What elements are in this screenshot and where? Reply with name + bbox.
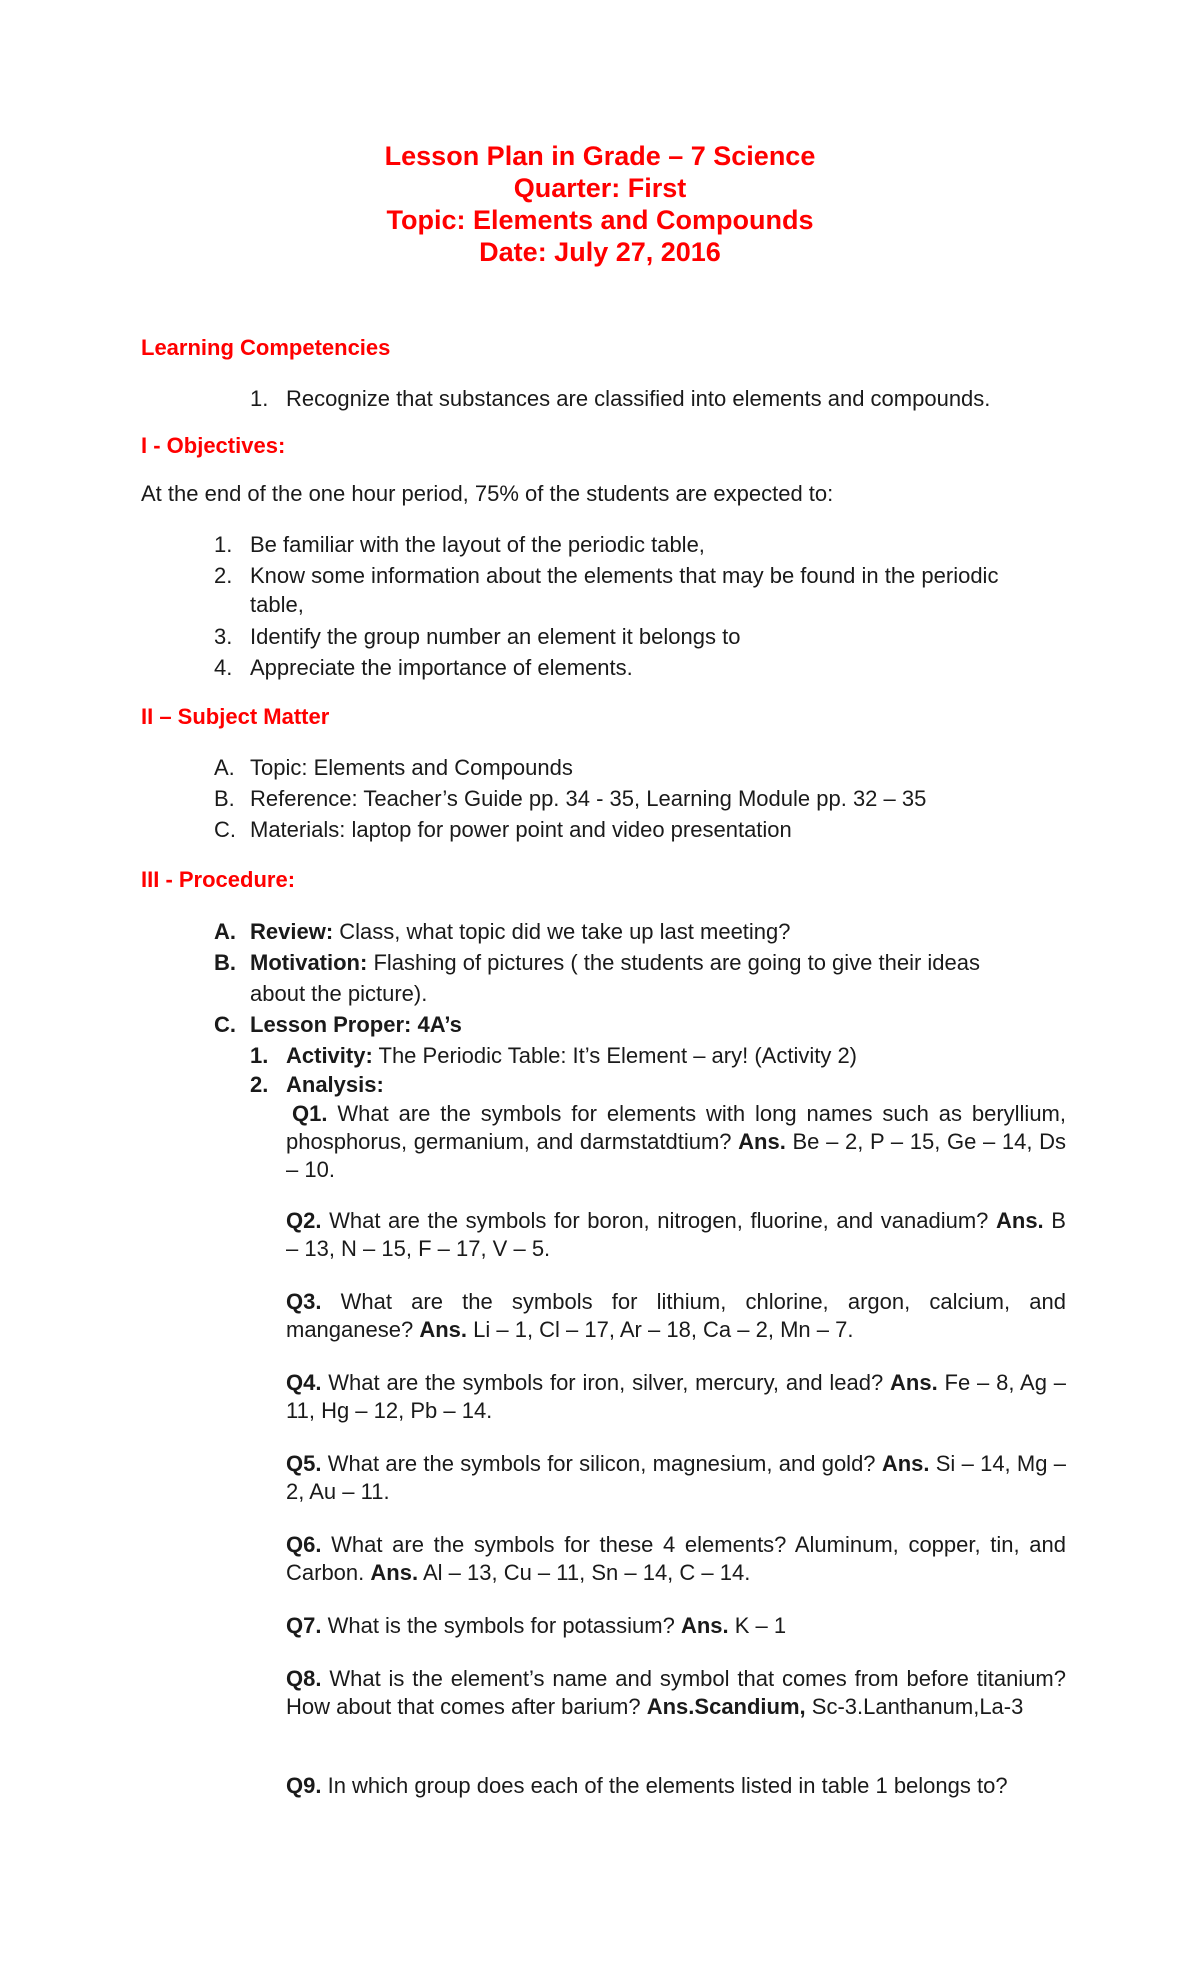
title-line-3: Topic: Elements and Compounds	[386, 205, 814, 235]
title-block	[0, 140, 1200, 268]
answer-text: B – 13, N – 15, F – 17, V – 5.	[286, 1208, 1066, 1261]
activity-label: Activity:	[286, 1043, 373, 1068]
question-text: What are the symbols for these 4 elements? Aluminum, copper, tin, and Carbon.	[286, 1532, 1066, 1585]
subject-text: Reference: Teacher’s Guide pp. 34 - 35, Learning Module pp. 32 – 35	[250, 786, 927, 811]
question-label: Q1.	[292, 1101, 328, 1126]
objective-text: table,	[250, 592, 304, 617]
review-text: Class, what topic did we take up last meeting?	[333, 919, 791, 944]
question-label: Q4.	[286, 1370, 322, 1395]
analysis-number: 2.	[250, 1072, 269, 1097]
objective-number: 1.	[214, 532, 233, 557]
answer-text: Si – 14, Mg – 2, Au – 11.	[286, 1451, 1066, 1504]
answer-text: K – 1	[728, 1613, 787, 1638]
question-5	[286, 1450, 1066, 1506]
answer-text: Li – 1, Cl – 17, Ar – 18, Ca – 2, Mn – 7.	[467, 1317, 854, 1342]
question-text: What is the symbols for potassium?	[321, 1613, 681, 1638]
motivation-letter: B.	[214, 950, 236, 975]
answer-label: Ans.	[890, 1370, 938, 1395]
subject-letter: B.	[214, 786, 235, 811]
review-label: Review:	[250, 919, 334, 944]
motivation-text: Flashing of pictures ( the students are going to give their ideas	[367, 950, 981, 975]
lesson-letter: C.	[214, 1012, 236, 1037]
answer-label: Ans.	[370, 1560, 419, 1585]
question-text: What are the symbols for elements with long names such as beryllium, phosphorus, germanium, and darmstatdtium?	[286, 1101, 1066, 1154]
subject-letter: A.	[214, 755, 235, 780]
question-1	[286, 1100, 1066, 1184]
objective-text: Know some information about the elements that may be found in the periodic	[250, 563, 999, 588]
question-label: Q3.	[286, 1289, 322, 1314]
lesson-label: Lesson Proper: 4A’s	[250, 1012, 462, 1037]
question-text: In which group does each of the elements listed in table 1 belongs to?	[321, 1773, 1008, 1798]
answer-text: Fe – 8, Ag – 11, Hg – 12, Pb – 14.	[286, 1370, 1066, 1423]
objective-number: 2.	[214, 563, 233, 588]
objective-text: Be familiar with the layout of the periodic table,	[250, 532, 705, 557]
title-line-4: Date: July 27, 2016	[479, 237, 721, 267]
question-text: What are the symbols for iron, silver, mercury, and lead?	[321, 1370, 891, 1395]
subject-text: Materials: laptop for power point and video presentation	[250, 817, 792, 842]
title-line-1: Lesson Plan in Grade – 7 Science	[384, 141, 816, 171]
question-2	[286, 1207, 1066, 1263]
objectives-intro: At the end of the one hour period, 75% of the students are expected to:	[141, 481, 834, 506]
procedure-heading: III - Procedure:	[141, 867, 296, 892]
question-label: Q9.	[286, 1773, 322, 1798]
answer-text: Sc-3.Lanthanum,La-3	[805, 1694, 1024, 1719]
question-text: What are the symbols for boron, nitrogen, fluorine, and vanadium?	[321, 1208, 996, 1233]
answer-text: Al – 13, Cu – 11, Sn – 14, C – 14.	[418, 1560, 751, 1585]
answer-label: Ans.	[680, 1613, 729, 1638]
question-label: Q8.	[286, 1666, 322, 1691]
question-label: Q6.	[286, 1532, 322, 1557]
motivation-text-continued: about the picture).	[250, 981, 428, 1006]
question-label: Q7.	[286, 1613, 322, 1638]
objectives-heading: I - Objectives:	[141, 433, 286, 458]
question-text: What are the symbols for silicon, magnesium, and gold?	[321, 1451, 882, 1476]
objective-number: 4.	[214, 655, 233, 680]
answer-label: Ans.Scandium,	[646, 1694, 806, 1719]
question-9	[286, 1772, 1066, 1800]
title-line-2: Quarter: First	[513, 173, 687, 203]
question-label: Q2.	[286, 1208, 322, 1233]
question-4	[286, 1369, 1066, 1425]
subject-matter-heading: II – Subject Matter	[141, 704, 330, 729]
objective-text: Appreciate the importance of elements.	[250, 655, 633, 680]
question-label: Q5.	[286, 1451, 322, 1476]
question-3	[286, 1288, 1066, 1344]
objective-number: 3.	[214, 624, 233, 649]
question-7	[286, 1612, 1066, 1640]
competencies-heading: Learning Competencies	[141, 335, 391, 360]
objective-text: Identify the group number an element it belongs to	[250, 624, 741, 649]
question-8	[286, 1665, 1066, 1721]
question-text: What are the symbols for lithium, chlorine, argon, calcium, and manganese?	[286, 1289, 1066, 1342]
motivation-label: Motivation:	[250, 950, 368, 975]
answer-label: Ans.	[419, 1317, 468, 1342]
activity-text: The Periodic Table: It’s Element – ary! (Activity 2)	[372, 1043, 858, 1068]
answer-label: Ans.	[881, 1451, 930, 1476]
answer-label: Ans.	[996, 1208, 1044, 1233]
answer-text: Be – 2, P – 15, Ge – 14, Ds – 10.	[286, 1129, 1067, 1182]
subject-letter: C.	[214, 817, 236, 842]
question-text: What is the element’s name and symbol that comes from before titanium? How about that comes after barium?	[286, 1666, 1066, 1719]
analysis-label: Analysis:	[286, 1072, 384, 1097]
answer-label: Ans.	[738, 1129, 786, 1154]
competency-number: 1.	[250, 386, 269, 411]
competency-text: Recognize that substances are classified into elements and compounds.	[286, 386, 991, 411]
review-letter: A.	[214, 919, 236, 944]
question-6	[286, 1531, 1066, 1587]
activity-number: 1.	[250, 1043, 269, 1068]
subject-text: Topic: Elements and Compounds	[250, 755, 573, 780]
